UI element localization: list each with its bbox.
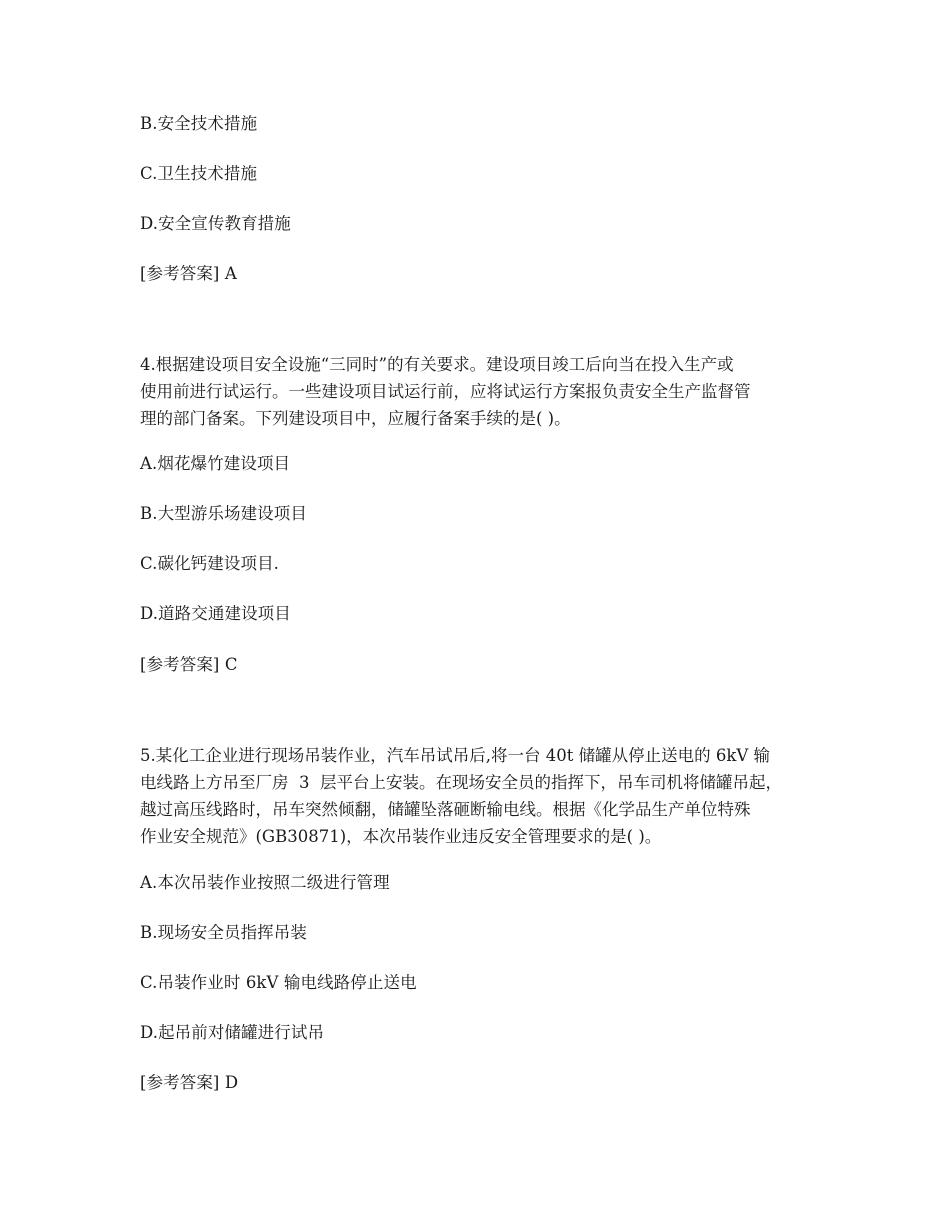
q4-stem-line: 4.根据建设项目安全设施“三同时”的有关要求。建设项目竣工后向当在投入生产或 (140, 355, 734, 374)
q5-option-c: C.吊装作业时 6kV 输电线路停止送电 (140, 973, 417, 992)
q5-stem-line: 越过高压线路时，吊车突然倾翻，储罐坠落砸断输电线。根据《化学品生产单位特殊 (140, 800, 751, 819)
q5-option-a: A.本次吊装作业按照二级进行管理 (140, 873, 390, 892)
q5-option-d: D.起吊前对储罐进行试吊 (140, 1023, 325, 1042)
q4-stem-line: 理的部门备案。下列建设项目中，应履行备案手续的是( )。 (140, 409, 571, 428)
q5-stem (140, 742, 820, 850)
q5-stem-line: 作业安全规范》(GB30871)，本次吊装作业违反安全管理要求的是( )。 (140, 827, 662, 846)
q5-stem-line: 电线路上方吊至厂房 3 层平台上安装。在现场安全员的指挥下，吊车司机将储罐吊起， (140, 773, 782, 792)
q5-stem-line: 5.某化工企业进行现场吊装作业，汽车吊试吊后,将一台 40t 储罐从停止送电的 6kV 输 (140, 746, 771, 765)
q4-answer: [参考答案] C (140, 655, 238, 674)
q4-option-c: C.碳化钙建设项目. (140, 554, 280, 573)
q5-option-b: B.现场安全员指挥吊装 (140, 923, 307, 942)
q3-option-b: B.安全技术措施 (140, 114, 258, 133)
q4-option-d: D.道路交通建设项目 (140, 604, 291, 623)
q4-stem-line: 使用前进行试运行。一些建设项目试运行前，应将试运行方案报负责安全生产监督管 (140, 382, 751, 401)
q4-option-b: B.大型游乐场建设项目 (140, 504, 307, 523)
q3-answer: [参考答案] A (140, 264, 237, 283)
q4-option-a: A.烟花爆竹建设项目 (140, 454, 291, 473)
q5-answer: [参考答案] D (140, 1073, 239, 1092)
q4-stem (140, 351, 820, 432)
q3-option-c: C.卫生技术措施 (140, 164, 258, 183)
q3-option-d: D.安全宣传教育措施 (140, 214, 291, 233)
